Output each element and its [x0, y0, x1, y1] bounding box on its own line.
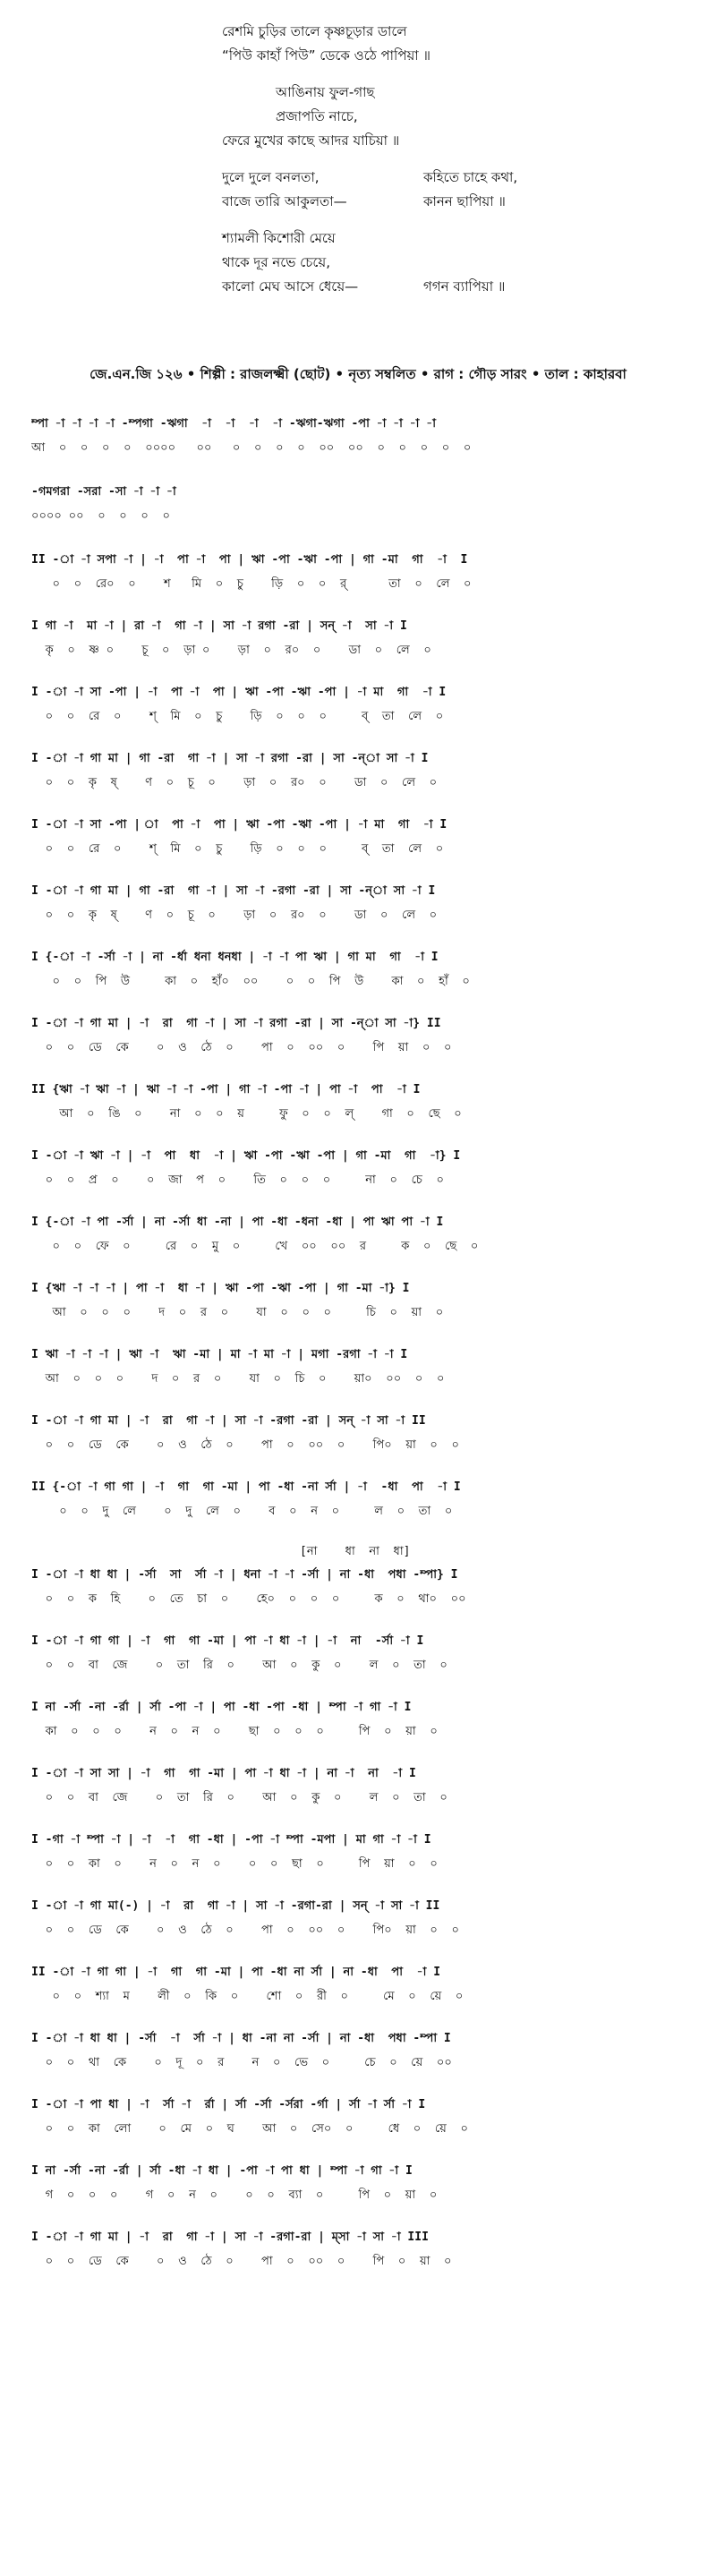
notation-line: I {-া -া -র্সা -া | না -র্ধা ধনা ধনধা | -া -া পা ঋা | গা মা গা -া I: [31, 951, 439, 964]
lyric-text: কানন ছাপিয়া ॥: [423, 193, 506, 209]
notation-bracket-note: [না ধা না ধা]: [300, 1545, 411, 1558]
lyrics-stanza-4: [222, 226, 687, 299]
syllable-line: ০ ০ থা কে ০ দূ ০ র ন ০ ভে ০ চে ০ য়ে ০০: [31, 2056, 452, 2069]
notation-line: I গা -া মা -া | রা -া গা -া | সা -া রগা -রা | সন্ -া সা -া I: [31, 619, 407, 633]
notation-block: [31, 480, 698, 528]
notation-line: I -া -া গা মা(-) | -া রা গা -া | সা -া -রগা-রা | সন্ -া সা -া II: [31, 1899, 440, 1913]
lyric-line: “পিউ কাহাঁ পিউ” ডেকে ওঠে পাপিয়া ॥: [222, 47, 430, 64]
syllable-line: আ ০ ০ ০ ০ ০০০০ ০০ ০ ০ ০ ০ ০০ ০০ ০ ০ ০ ০ ০: [31, 441, 472, 455]
syllable-line: ০ ০ শ্যা ম লী ০ কি ০ শো ০ রী ০ মে ০ য়ে ০: [31, 1990, 464, 2003]
notation-block: [31, 1629, 698, 1677]
notation-block: [31, 548, 698, 596]
lyric-line: ফেরে মুখের কাছে আদর যাচিয়া ॥: [222, 132, 400, 149]
notation-block: [31, 412, 698, 460]
syllable-line: ০ ০ পি উ কা ০ হাঁ০ ০০ ০ ০ পি উ কা ০ হাঁ ০: [31, 975, 470, 988]
notation-line: I -া -া পা ধা | -া র্সা -া র্রা | র্সা -র্সা -র্সরা -র্গা | র্সা -া র্সা -া I: [31, 2098, 426, 2111]
notation-block: [31, 614, 698, 662]
notation-line: I -া -া গা মা | -া রা গা -া | সা -া রগা -রা | সা -ন্া সা -া} II: [31, 1017, 441, 1030]
syllable-line: ০০০০ ০০ ০ ০ ০ ০: [31, 509, 170, 523]
notation-block: [31, 1475, 698, 1523]
notation-block: [31, 1144, 698, 1192]
notation-line: I -গা -া ম্পা -া | -া -া গা -ধা | -পা -া ম্পা -মপা | মা গা -া -া I: [31, 1833, 431, 1847]
notation-line: I না -র্সা -না -র্রা | র্সা -পা -া | পা -ধা -পা -ধা | ম্পা -া গা -া I: [31, 1701, 412, 1714]
syllable-line: ০ ০ কৃ ষ্ ণ ০ চূ ০ ড়া ০ র০ ০ ডা ০ লে ০: [31, 908, 438, 922]
syllable-line: ০ ০ ডে কে ০ ও ঠে ০ পা ০ ০০ ০ পি য়া ০ ০: [31, 1041, 452, 1054]
notation-block: [31, 1828, 698, 1876]
notation-block: [31, 746, 698, 795]
notation-line: I -া -া সা -পা | -া পা -া পা | ঋা -পা -ঋা -পা | -া মা গা -া I: [31, 686, 447, 699]
syllable-line: ০ ০ ডে কে ০ ও ঠে ০ পা ০ ০০ ০ পি০ য়া ০ ০: [31, 1923, 459, 1937]
lyric-line: রেশমি চুড়ির তালে কৃষ্ণচূড়ার ডালে: [222, 23, 407, 39]
syllable-line: কা ০ ০ ০ ন ০ ন ০ ছা ০ ০ ০ পি ০ য়া ০: [31, 1725, 438, 1738]
lyrics-stanza-2: [222, 81, 687, 153]
lyric-text: প্রজাপতি নাচে,: [276, 108, 358, 124]
lyric-line: শ্যামলী কিশোরী মেয়ে: [222, 230, 336, 246]
lyric-line: [222, 190, 687, 214]
notation-line: -গমগরা -সরা -সা -া -া -া: [31, 485, 176, 499]
syllable-line: ০ ০ দু লে ০ দু লে ০ ব ০ ন ০ ল ০ তা ০: [31, 1505, 453, 1518]
syllable-line: ০ ০ কা লো ০ মে ০ ঘ আ ০ সে০ ০ ধে ০ য়ে ০: [31, 2122, 468, 2136]
notation-block: [31, 1409, 698, 1457]
lyrics-stanza-1: [222, 20, 687, 68]
notation-line: I ঋা -া -া -া | ঋা -া ঋা -মা | মা -া মা -া | মগা -রগা -া -া I: [31, 1348, 408, 1361]
lyric-text: আঙিনায় ফুল-গাছ: [276, 84, 375, 100]
lyric-text: বাজে তারি আকুলতা—: [222, 193, 347, 209]
notation-block: [31, 2026, 698, 2075]
syllable-line: ০ ০ রে ০ শ্ মি ০ চু ড়ি ০ ০ ০ ব্ তা লে ০: [31, 710, 444, 723]
notation-block: [31, 813, 698, 861]
lyric-line: [222, 275, 687, 299]
notation-block: [31, 680, 698, 729]
notation-line: I -া -া গা মা | গা -রা গা -া | সা -া রগা -রা | সা -ন্া সা -া I: [31, 752, 429, 765]
lyric-line: [222, 166, 687, 190]
syllable-line: ০ ০ ক হি ০ তে চা ০ হে০ ০ ০ ০ ক ০ থা০ ০০: [31, 1592, 466, 1606]
lyrics: [222, 20, 687, 311]
notation-block: [31, 2225, 698, 2273]
notation-line: I -া -া গা গা | -া গা গা -মা | পা -া ধা -া | -া না -র্সা -া I: [31, 1634, 424, 1648]
notation-block: [31, 1695, 698, 1744]
lyric-text: গগন ব্যাপিয়া ॥: [423, 278, 506, 294]
lyric-text: কহিতে চাহে কথা,: [423, 169, 518, 185]
notation-line: I না -র্সা -না -র্রা | র্সা -ধা -া ধা | -পা -া পা ধা | ম্পা -া গা -া I: [31, 2164, 413, 2178]
notation-line: II -া -া গা গা | -া গা গা -মা | পা -ধা না র্সা | না -ধা পা -া I: [31, 1966, 441, 1979]
lyrics-stanza-3: [222, 166, 687, 214]
syllable-line: ০ ০ কৃ ষ্ ণ ০ চূ ০ ড়া ০ র০ ০ ডা ০ লে ০: [31, 776, 438, 789]
syllable-line: ০ ০ ডে কে ০ ও ঠে ০ পা ০ ০০ ০ পি০ য়া ০ ০: [31, 1438, 459, 1452]
notation-score: [31, 412, 698, 2291]
notation-line: I -া -া সা সা | -া গা গা -মা | পা -া ধা -া | না -া না -া I: [31, 1767, 416, 1780]
notation-block: [31, 2159, 698, 2207]
syllable-line: গ ০ ০ ০ গ ০ ন ০ ০ ০ ব্যা ০ পি ০ য়া ০: [31, 2188, 438, 2202]
notation-line: I -া -া ধা ধা | -র্সা -া র্সা -া | ধা -না না -র্সা | না -ধা পধা -ম্পা I: [31, 2032, 451, 2045]
syllable-line: ০ ০ বা জে ০ তা রি ০ আ ০ কু ০ ল ০ তা ০: [31, 1791, 448, 1804]
notation-block: [31, 1210, 698, 1258]
lyric-text: দুলে দুলে বনলতা,: [222, 169, 320, 185]
notation-line: II -া -া সপা -া | -া পা -া পা | ঋা -পা -ঋা -পা | গা -মা গা -া I: [31, 553, 468, 567]
notation-line: I -া -া ধা ধা | -র্সা সা র্সা -া | ধনা -া -া -র্সা | না -ধা পধা -ম্পা} I: [31, 1568, 458, 1582]
notation-block: [31, 1960, 698, 2009]
notation-block: [31, 1343, 698, 1391]
notation-line: I {ঋা -া -া -া | পা -া ধা -া | ঋা -পা -ঋা -পা | গা -মা -া} I: [31, 1282, 410, 1295]
notation-line: II {ঋা -া ঋা -া | ঋা -া -া -পা | গা -া -পা -া | পা -া পা -া I: [31, 1083, 421, 1096]
syllable-line: ০ ০ রে ০ শ্ মি ০ চু ড়ি ০ ০ ০ ব্ তা লে ০: [31, 842, 444, 856]
lyric-line: থাকে দূর নভে চেয়ে,: [222, 254, 330, 270]
notation-line: II {-া -া গা গা | -া গা গা -মা | পা -ধা -না র্সা | -া -ধা পা -া I: [31, 1480, 461, 1494]
notation-block: [31, 879, 698, 927]
syllable-line: ০ ০ ফে ০ রে ০ মু ০ খে ০০ ০০ র ক ০ ছে ০: [31, 1240, 479, 1253]
syllable-line: ০ ০ রে০ ০ শ মি ০ চু ড়ি ০ ০ র্ তা ০ লে ০: [31, 577, 472, 591]
syllable-line: ০ ০ প্র ০ ০ জা প ০ তি ০ ০ ০ না ০ চে ০: [31, 1173, 444, 1187]
lyric-text: কালো মেঘ আসে ধেয়ে—: [222, 278, 359, 294]
lyric-line: [222, 105, 687, 129]
notation-line: I -া -া গা মা | -া রা গা -া | সা -া -রগা -রা | সন্ -া সা -া II: [31, 1414, 426, 1428]
song-info-line: জে.এন.জি ১২৬ • শিল্পী : রাজলক্ষ্মী (ছোট) • নৃত্য সম্বলিত • রাগ : গৌড় সারং • তাল : কাহারবা: [90, 366, 626, 382]
notation-line: I -া -া ঋা -া | -া পা ধা -া | ঋা -পা -ঋা -পা | গা -মা গা -া} I: [31, 1149, 461, 1163]
syllable-line: ০ ০ ডে কে ০ ও ঠে ০ পা ০ ০০ ০ পি ০ য়া ০: [31, 2255, 452, 2268]
syllable-line: ০ ০ বা জে ০ তা রি ০ আ ০ কু ০ ল ০ তা ০: [31, 1659, 448, 1672]
notation-line: I -া -া গা মা | গা -রা গা -া | সা -া -রগা -রা | সা -ন্া সা -া I: [31, 884, 436, 898]
notation-block: [31, 1563, 698, 1611]
syllable-line: ০ ০ কা ০ ন ০ ন ০ ০ ০ ছা ০ পি য়া ০ ০: [31, 1857, 438, 1871]
notation-block: [31, 1078, 698, 1126]
notation-block: [31, 1276, 698, 1325]
syllable-line: আ ০ ঙি ০ না ০ ০ য় ফু ০ ০ ল্ গা ০ ছে ০: [31, 1107, 462, 1121]
notation-line: ম্পা -া -া -া -া -ম্পগা -ঋগা -া -া -া -া -ঋগা-ঋগা -পা -া -া -া -া: [31, 417, 436, 431]
notation-block: [31, 1011, 698, 1060]
notation-line: I -া -া সা -পা | া পা -া পা | ঋা -পা -ঋা -পা | -া মা গা -া I: [31, 818, 448, 832]
notation-line: I -া -া গা মা | -া রা গা -া | সা -া -রগা-রা | ম্সা -া সা -া III: [31, 2231, 429, 2244]
notation-block: [31, 1894, 698, 1942]
notation-block: [31, 1761, 698, 1810]
syllable-line: আ ০ ০ ০ দ ০ র ০ যা ০ ০ ০ চি ০ য়া ০: [31, 1306, 444, 1319]
notation-block: [31, 2093, 698, 2141]
notation-line: I {-া -া পা -র্সা | না -র্সা ধা -না | পা -ধা -ধনা -ধা | পা ঋা পা -া I: [31, 1215, 444, 1229]
syllable-line: আ ০ ০ ০ দ ০ র ০ যা ০ চি ০ য়া০ ০০ ০ ০: [31, 1372, 445, 1386]
notation-block: [31, 945, 698, 994]
lyric-line: [222, 81, 687, 105]
syllable-line: কৃ ০ ষ্ণ ০ চূ ০ ড়া ০ ড়া ০ র০ ০ ডা ০ লে ০: [31, 644, 431, 657]
